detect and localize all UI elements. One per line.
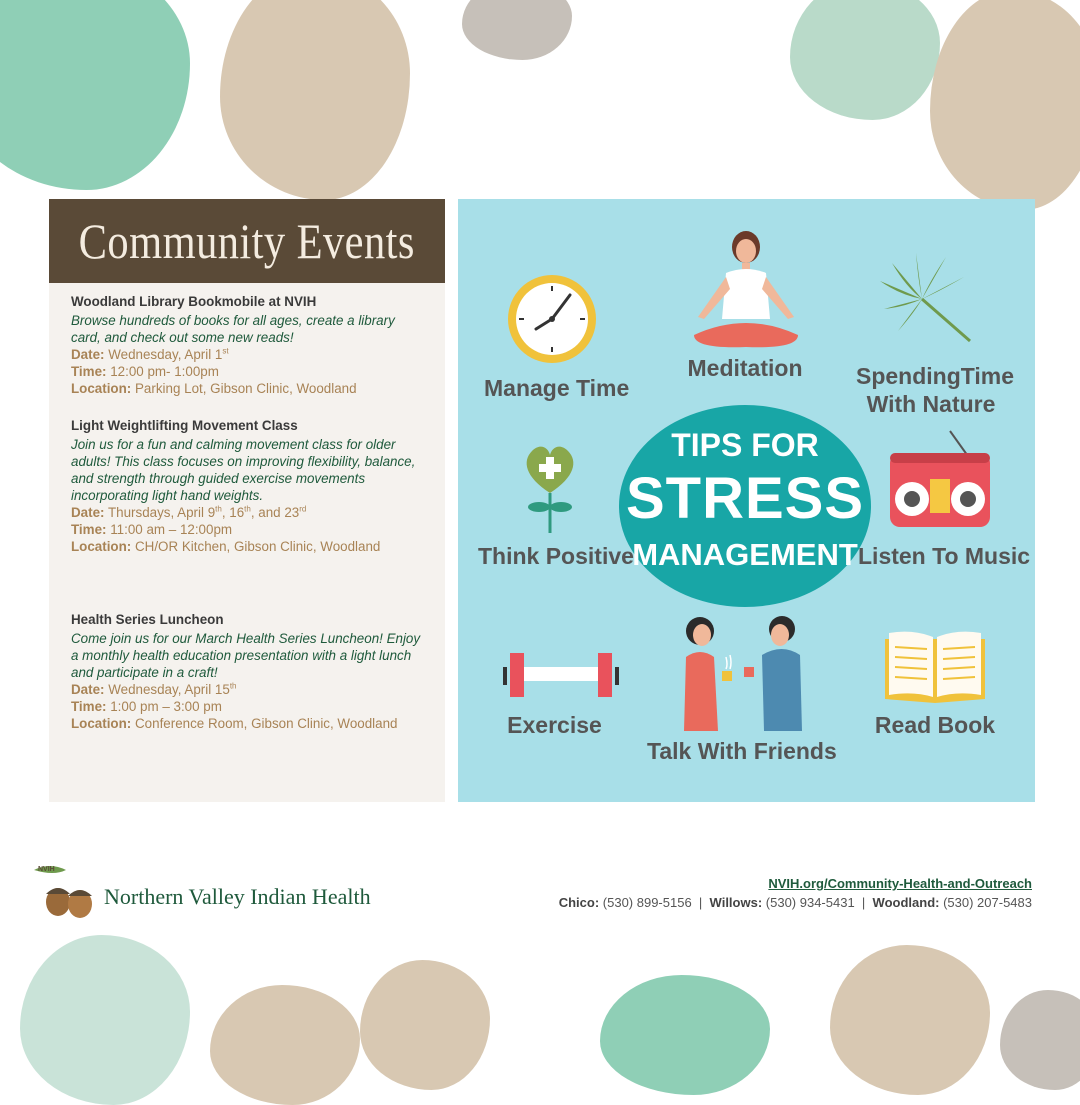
- tips-for-stress-management-title: TIPS FOR STRESS MANAGEMENT: [619, 405, 871, 607]
- heart-plant-icon: [520, 441, 580, 535]
- event-location: Location: Parking Lot, Gibson Clinic, Woodland: [71, 381, 357, 396]
- event-time: Time: 11:00 am – 12:00pm: [71, 522, 233, 537]
- event-date: Date: Thursdays, April 9th, 16th, and 23rd: [71, 504, 307, 520]
- decorative-leaf: [930, 0, 1080, 210]
- event-time: Time: 1:00 pm – 3:00 pm: [71, 699, 222, 714]
- community-events-heading: Community Events: [49, 199, 445, 283]
- event-date: Date: Wednesday, April 1st: [71, 346, 229, 362]
- decorative-leaf: [830, 945, 990, 1095]
- clock-icon: [506, 273, 598, 365]
- dumbbell-icon: [502, 651, 620, 699]
- event-description: Browse hundreds of books for all ages, create a library card, and check out some new reads!: [71, 313, 395, 345]
- decorative-leaf: [360, 960, 490, 1090]
- logo-text: NVIH: [38, 866, 55, 873]
- phone-numbers: Chico: (530) 899-5156 | Willows: (530) 934-5431 | Woodland: (530) 207-5483: [558, 895, 1032, 910]
- decorative-leaf: [790, 0, 940, 120]
- event-description: Come join us for our March Health Series Luncheon! Enjoy a monthly health education presentation with a light lunch and participate in a craft!: [71, 631, 421, 680]
- palm-leaf-icon: [870, 251, 974, 347]
- stress-tips-infographic: [458, 199, 1035, 802]
- event-title: Health Series Luncheon: [71, 612, 224, 627]
- event-weightlifting: [71, 417, 421, 555]
- event-location: Location: Conference Room, Gibson Clinic, Woodland: [71, 716, 398, 731]
- decorative-leaf: [220, 0, 410, 200]
- organization-name: Northern Valley Indian Health: [104, 884, 371, 909]
- event-description: Join us for a fun and calming movement class for older adults! This class focuses on improving flexibility, balance, and strength through guided exercise movements incorporating light hand weights.: [71, 437, 416, 503]
- tip-exercise: Exercise: [507, 712, 602, 738]
- meditation-icon: [678, 227, 814, 355]
- tip-nature-line2: With Nature: [866, 391, 996, 417]
- radio-icon: [888, 429, 992, 529]
- event-bookmobile: [71, 293, 421, 397]
- event-luncheon: [71, 611, 421, 732]
- event-date: Date: Wednesday, April 15th: [71, 681, 237, 697]
- tip-nature-line1: SpendingTime: [856, 363, 1015, 389]
- event-title: Woodland Library Bookmobile at NVIH: [71, 294, 317, 309]
- tip-talk-friends: Talk With Friends: [647, 738, 837, 764]
- decorative-leaf: [600, 975, 770, 1095]
- tip-meditation: Meditation: [687, 355, 803, 381]
- tip-read-book: Read Book: [874, 712, 996, 738]
- community-events-panel: [49, 199, 445, 802]
- tip-manage-time: Manage Time: [484, 375, 630, 401]
- tip-think-positive: Think Positive: [478, 543, 634, 569]
- contact-info: [559, 876, 1032, 910]
- decorative-leaf: [462, 0, 572, 60]
- event-title: Light Weightlifting Movement Class: [71, 418, 298, 433]
- website-link[interactable]: NVIH.org/Community-Health-and-Outreach: [768, 876, 1032, 891]
- decorative-leaf: [1000, 990, 1080, 1090]
- event-location: Location: CH/OR Kitchen, Gibson Clinic, Woodland: [71, 539, 381, 554]
- open-book-icon: [883, 629, 987, 705]
- decorative-leaf: [0, 0, 190, 190]
- decorative-leaf: [210, 985, 360, 1105]
- friends-talking-icon: [678, 613, 808, 733]
- event-time: Time: 12:00 pm- 1:00pm: [71, 364, 219, 379]
- tip-listen-music: Listen To Music: [858, 543, 1031, 569]
